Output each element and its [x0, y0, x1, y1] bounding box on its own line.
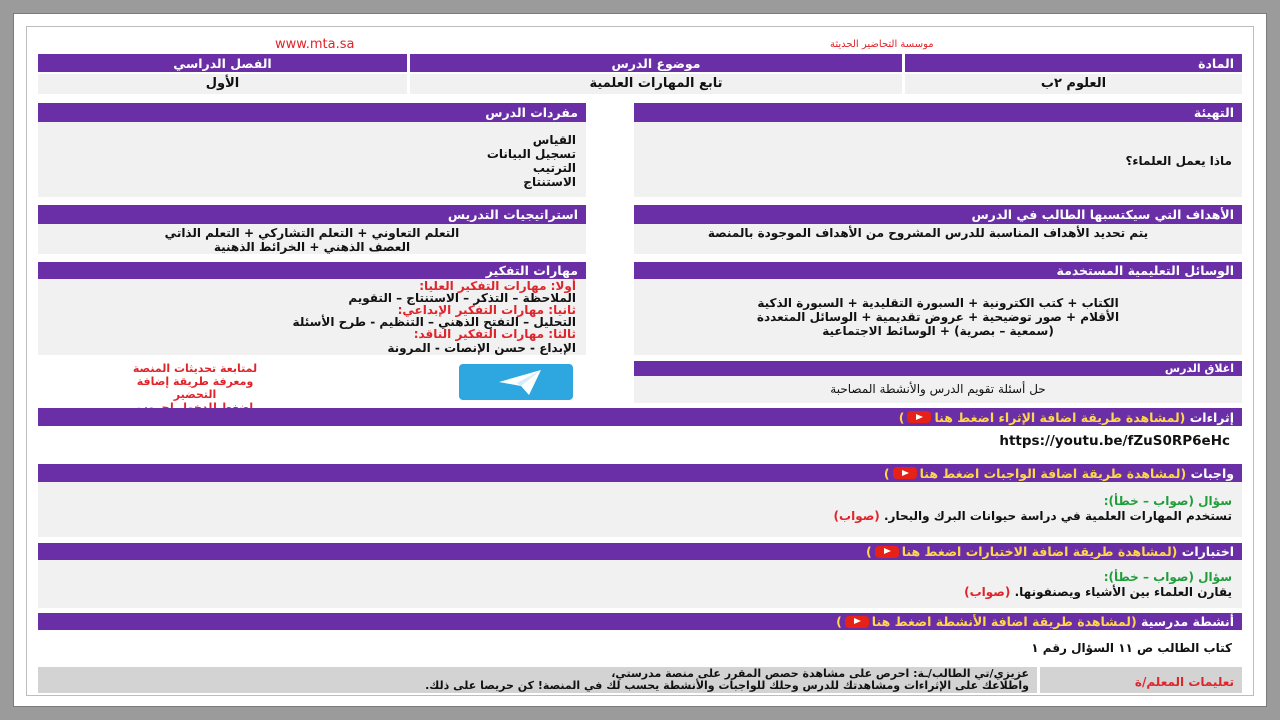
enrichment-url[interactable]: https://youtu.be/fZuS0RP6eHc: [999, 433, 1230, 449]
homework-title: واجبات: [1190, 465, 1234, 481]
tests-link-text[interactable]: (لمشاهدة طريقة اضافة الاختبارات اضغط هنا: [901, 544, 1178, 559]
youtube-icon[interactable]: [875, 546, 899, 558]
semester-value: الأول: [38, 74, 407, 94]
vocabulary-box: [38, 122, 586, 197]
tests-header[interactable]: اختبارات (لمشاهدة طريقة اضافة الاختبارات اضغط هنا ): [38, 543, 1242, 560]
homework-box: [38, 482, 1242, 537]
telegram-icon[interactable]: [459, 364, 573, 400]
thinking-heading-2: ثانيا: مهارات التفكير الإبداعي:: [397, 303, 576, 317]
activities-link-text[interactable]: (لمشاهدة طريقة اضافة الأنشطة اضغط هنا: [871, 614, 1137, 629]
strategies-box: [38, 224, 586, 254]
aids-line: (سمعية – بصرية) + الوسائط الاجتماعية: [822, 324, 1054, 338]
aids-header: الوسائل التعليمية المستخدمة: [634, 262, 1242, 279]
strategies-line: التعلم التعاوني + التعلم التشاركي + التعلم الذاتي: [164, 226, 460, 240]
vocabulary-item: الاستنتاج: [523, 175, 576, 189]
youtube-icon[interactable]: [845, 616, 869, 628]
warmup-question: ماذا يعمل العلماء؟: [1125, 154, 1232, 168]
warmup-box: [634, 122, 1242, 197]
vocabulary-item: القياس: [532, 133, 576, 147]
activities-box: [38, 630, 1242, 664]
tests-box: [38, 560, 1242, 608]
homework-header[interactable]: واجبات (لمشاهدة طريقة اضافة الواجبات اضغط هنا ): [38, 464, 1242, 482]
instructions-line: واطلاعك على الإثراءات ومشاهدتك للدرس وحلك للواجبات والأنشطة يحسب لك في المنصة! كن حريصا على ذلك.: [425, 679, 1029, 692]
objectives-box: [634, 224, 1242, 254]
objectives-header: الأهداف التي سيكتسبها الطالب في الدرس: [634, 205, 1242, 224]
instructions-line: عزيزي/تي الطالب/ـة: احرص على مشاهدة حصص المقرر على منصة مدرستي،: [611, 667, 1029, 680]
closing-header: اغلاق الدرس: [634, 361, 1242, 376]
tests-title: اختبارات: [1181, 544, 1234, 559]
thinking-text-3: الإبداع - حسن الإنصات - المرونة: [387, 341, 576, 355]
activities-title: أنشطة مدرسية: [1141, 614, 1234, 629]
warmup-header: التهيئة: [634, 103, 1242, 122]
objectives-text: يتم تحديد الأهداف المناسبة للدرس المشروح من الأهداف الموجودة بالمنصة: [707, 226, 1149, 240]
instructions-label: تعليمات المعلم/ة: [1134, 675, 1234, 689]
youtube-icon[interactable]: [907, 411, 931, 423]
homework-link-text[interactable]: (لمشاهدة طريقة اضافة الواجبات اضغط هنا: [919, 465, 1187, 481]
activities-text: كتاب الطالب ص ١١ السؤال رقم ١: [1031, 641, 1232, 655]
topic-label: موضوع الدرس: [410, 54, 902, 72]
closing-box: [634, 376, 1242, 403]
thinking-box: [38, 279, 586, 355]
vocabulary-item: الترتيب: [532, 161, 576, 175]
homework-answer: (صواب): [833, 509, 880, 523]
topic-value: تابع المهارات العلمية: [410, 74, 902, 94]
strategies-line: العصف الذهني + الخرائط الذهنية: [213, 240, 411, 254]
tests-answer: (صواب): [964, 585, 1011, 599]
thinking-heading-3: ثالثا: مهارات التفكير الناقد:: [413, 327, 576, 341]
aids-line: الكتاب + كتب الكترونية + السبورة التقليدية + السبورة الذكية: [757, 296, 1119, 310]
activities-header[interactable]: أنشطة مدرسية (لمشاهدة طريقة اضافة الأنشطة اضغط هنا ): [38, 613, 1242, 630]
homework-question-label: سؤال (صواب – خطأ):: [1103, 494, 1232, 508]
vocabulary-header: مفردات الدرس: [38, 103, 586, 122]
enrichment-link-text[interactable]: (لمشاهدة طريقة اضافة الإثراء اضغط هنا: [934, 409, 1186, 425]
homework-question: تستخدم المهارات العلمية في دراسة حيوانات البرك والبحار. (صواب): [833, 509, 1232, 523]
website-link[interactable]: www.mta.sa: [275, 37, 355, 52]
aids-box: [634, 279, 1242, 355]
institution-name: موسسة التحاضير الحديثة: [830, 39, 934, 50]
thinking-header: مهارات التفكير: [38, 262, 586, 279]
instructions-label-cell: [1040, 667, 1242, 693]
tests-question-label: سؤال (صواب – خطأ):: [1103, 570, 1232, 584]
strategies-header: استراتيجيات التدريس: [38, 205, 586, 224]
instructions-text-cell: [38, 667, 1037, 693]
closing-text: حل أسئلة تقويم الدرس والأنشطة المصاحبة: [830, 382, 1046, 396]
thinking-heading-1: أولا: مهارات التفكير العليا:: [419, 279, 576, 293]
thinking-text-1: الملاحظة – التذكر – الاستنتاج – التقويم: [348, 291, 576, 305]
enrichment-box: [38, 426, 1242, 456]
enrichment-title: إثراءات: [1189, 409, 1234, 425]
thinking-text-2: التحليل – التفتح الذهني – التنظيم - طرح الأسئلة: [292, 315, 576, 329]
tests-question: يقارن العلماء بين الأشياء ويصنفونها. (صواب): [964, 585, 1232, 599]
vocabulary-item: تسجيل البيانات: [486, 147, 576, 161]
semester-label: الفصل الدراسي: [38, 54, 407, 72]
subject-label: المادة: [905, 54, 1242, 72]
enrichment-header[interactable]: إثراءات (لمشاهدة طريقة اضافة الإثراء اضغط هنا ): [38, 408, 1242, 426]
telegram-line: لمتابعة تحديثات المنصة: [132, 362, 258, 375]
aids-line: الأقلام + صور توضيحية + عروض تقديمية + الوسائل المتعددة: [756, 310, 1120, 324]
youtube-icon[interactable]: [893, 467, 917, 479]
telegram-line: ومعرفة طريقة إضافة التحضير: [136, 375, 254, 401]
subject-value: العلوم ٢ب: [905, 74, 1242, 94]
